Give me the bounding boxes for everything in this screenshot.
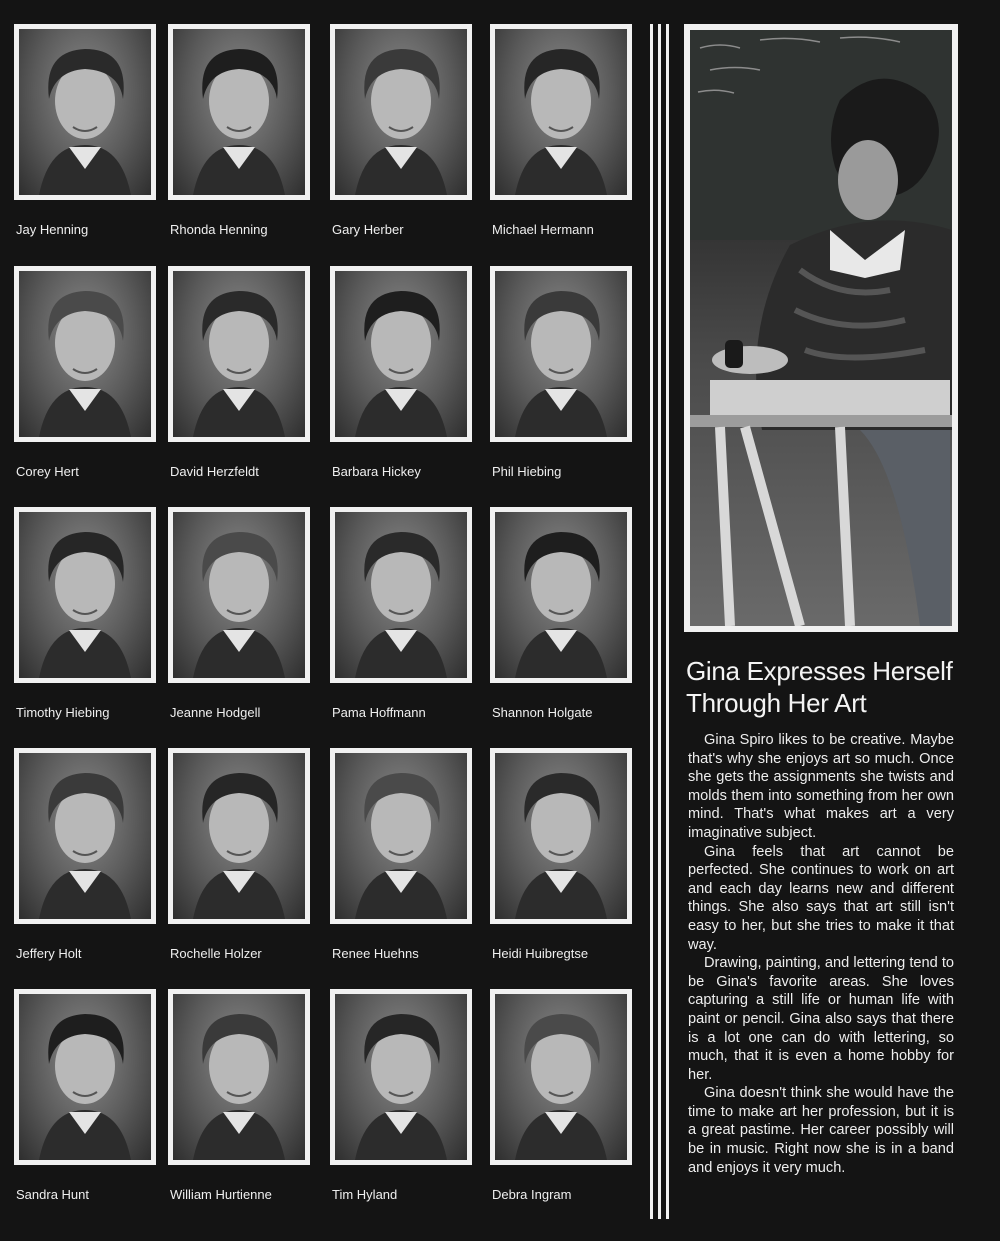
article-paragraph: Gina Spiro likes to be creative. Maybe that's why she enjoys art so much. Once she gets the assignments she twists and molds them into something from her own mind. That's what makes art a very imaginative subject.	[688, 732, 954, 841]
portrait-frame	[330, 989, 472, 1165]
student-portrait-card	[490, 989, 640, 1209]
portrait-photo	[495, 512, 627, 678]
portrait-photo	[19, 271, 151, 437]
portrait-frame	[14, 989, 156, 1165]
portrait-photo	[173, 271, 305, 437]
student-name: Pama Hoffmann	[332, 705, 426, 720]
student-name: Jeffery Holt	[16, 946, 82, 961]
portrait-frame	[330, 266, 472, 442]
portrait-frame	[490, 507, 632, 683]
student-name: Gary Herber	[332, 222, 404, 237]
portrait-frame	[14, 266, 156, 442]
portrait-frame	[330, 748, 472, 924]
portrait-frame	[14, 24, 156, 200]
feature-headline: Gina Expresses Herself Through Her Art	[686, 656, 953, 718]
student-portrait-card	[330, 989, 480, 1209]
student-portrait-card	[490, 24, 640, 244]
portrait-photo	[173, 512, 305, 678]
portrait-photo	[335, 271, 467, 437]
student-name: Jeanne Hodgell	[170, 705, 261, 720]
portrait-frame	[490, 266, 632, 442]
student-portrait-card	[168, 748, 318, 968]
column-divider-rules	[650, 24, 672, 1219]
student-name: Timothy Hiebing	[16, 705, 110, 720]
article-paragraph: Gina doesn't think she would have the time to make art her profession, but it is a great pastime. Her career possibly will be in music. Right now she is in a band and enjoys it very much.	[688, 1085, 954, 1176]
student-portrait-card	[168, 24, 318, 244]
student-name: Shannon Holgate	[492, 705, 593, 720]
student-portrait-card	[330, 748, 480, 968]
student-portrait-card	[330, 507, 480, 727]
student-name: Debra Ingram	[492, 1187, 572, 1202]
portrait-photo	[495, 994, 627, 1160]
portrait-photo	[19, 753, 151, 919]
portrait-photo	[335, 753, 467, 919]
student-name: Rochelle Holzer	[170, 946, 262, 961]
portrait-frame	[168, 507, 310, 683]
student-name: Michael Hermann	[492, 222, 594, 237]
feature-photo-image	[690, 30, 952, 626]
student-portrait-card	[14, 24, 164, 244]
student-portrait-card	[330, 266, 480, 486]
student-name: William Hurtienne	[170, 1187, 272, 1202]
portrait-frame	[490, 24, 632, 200]
portrait-frame	[168, 24, 310, 200]
student-portrait-card	[14, 989, 164, 1209]
student-portrait-card	[14, 266, 164, 486]
student-portrait-card	[168, 266, 318, 486]
student-name: Jay Henning	[16, 222, 89, 237]
portrait-frame	[14, 748, 156, 924]
student-name: Phil Hiebing	[492, 464, 562, 479]
portrait-photo	[335, 512, 467, 678]
student-name: Rhonda Henning	[170, 222, 268, 237]
student-portrait-card	[490, 748, 640, 968]
student-name: Renee Huehns	[332, 946, 419, 961]
portrait-frame	[490, 748, 632, 924]
portrait-frame	[168, 266, 310, 442]
student-name: Tim Hyland	[332, 1187, 398, 1202]
portrait-frame	[14, 507, 156, 683]
portrait-photo	[495, 29, 627, 195]
feature-photo	[684, 24, 958, 632]
student-portrait-card	[168, 989, 318, 1209]
portrait-frame	[490, 989, 632, 1165]
student-name: Heidi Huibregtse	[492, 946, 589, 961]
student-portrait-card	[490, 266, 640, 486]
student-portrait-card	[490, 507, 640, 727]
student-name: Corey Hert	[16, 464, 79, 479]
portrait-photo	[335, 29, 467, 195]
portrait-frame	[330, 507, 472, 683]
student-portrait-card	[168, 507, 318, 727]
portrait-frame	[330, 24, 472, 200]
student-portrait-card	[330, 24, 480, 244]
portrait-photo	[495, 753, 627, 919]
student-name: Sandra Hunt	[16, 1187, 89, 1202]
portrait-photo	[495, 271, 627, 437]
portrait-photo	[173, 994, 305, 1160]
portrait-photo	[19, 512, 151, 678]
article-paragraph: Gina feels that art cannot be perfected. She continues to work on art and each day learns new and different things. She also says that art still isn't easy to her, but she tries to make it that way.	[688, 843, 954, 953]
portrait-photo	[173, 753, 305, 919]
student-name: David Herzfeldt	[170, 464, 259, 479]
portrait-photo	[19, 994, 151, 1160]
portrait-photo	[173, 29, 305, 195]
article-paragraph: Drawing, painting, and lettering tend to be Gina's favorite areas. She loves capturing a still life or human life with paint or pencil. Gina also says that there is a lot one can do with lettering, so much, that it is even a home hobby for her.	[688, 955, 954, 1083]
student-name: Barbara Hickey	[332, 464, 421, 479]
student-portrait-card	[14, 748, 164, 968]
portrait-frame	[168, 748, 310, 924]
portrait-photo	[19, 29, 151, 195]
feature-article	[688, 731, 954, 1177]
student-portrait-card	[14, 507, 164, 727]
portrait-photo	[335, 994, 467, 1160]
portrait-frame	[168, 989, 310, 1165]
